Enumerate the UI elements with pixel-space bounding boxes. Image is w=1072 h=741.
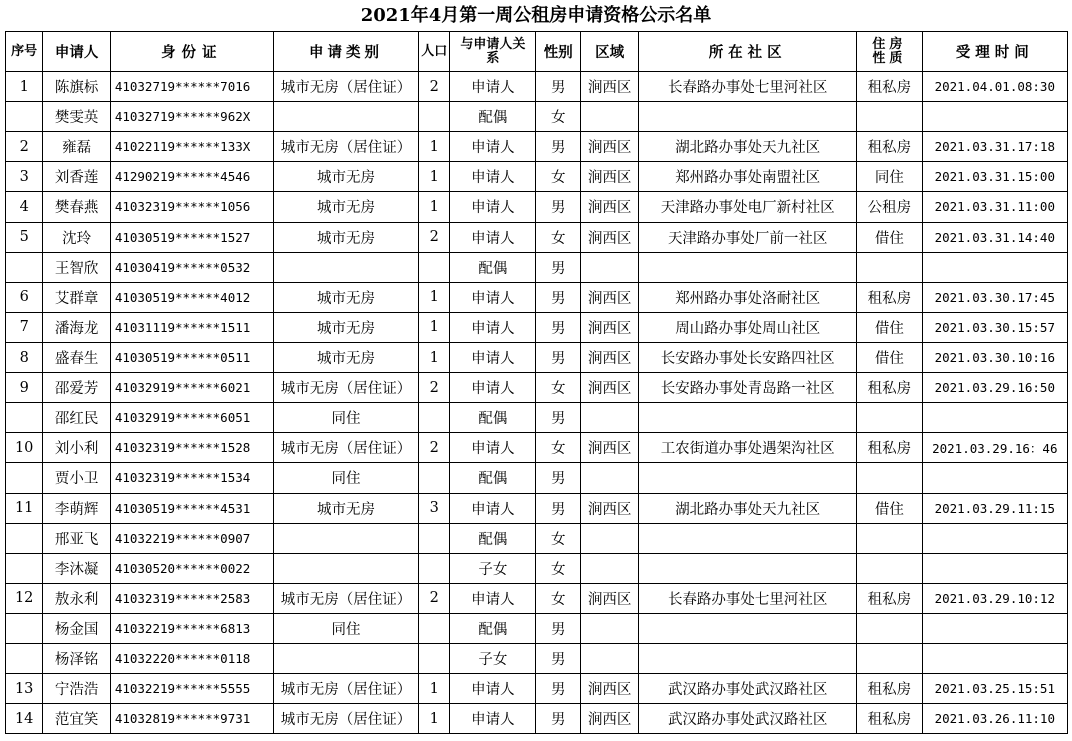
gender-cell: 女 <box>536 102 581 132</box>
applicant-name-cell: 李萌辉 <box>43 493 110 523</box>
community-cell <box>639 553 857 583</box>
applicant-name-cell: 艾群章 <box>43 282 110 312</box>
applicant-name-cell: 邢亚飞 <box>43 523 110 553</box>
gender-cell: 女 <box>536 583 581 613</box>
table-row <box>6 613 1068 643</box>
category-cell: 城市无房 <box>273 162 418 192</box>
relation-cell: 申请人 <box>450 282 536 312</box>
header-id: 身份证 <box>110 32 273 72</box>
community-cell: 工农街道办事处遇架沟社区 <box>639 433 857 463</box>
table-row <box>6 222 1068 252</box>
people-count-cell: 3 <box>419 493 450 523</box>
people-count-cell: 1 <box>419 674 450 704</box>
applicant-name-cell: 樊雯英 <box>43 102 110 132</box>
housing-cell: 租私房 <box>857 433 922 463</box>
community-cell: 长春路办事处七里河社区 <box>639 72 857 102</box>
community-cell <box>639 463 857 493</box>
table-row <box>6 493 1068 523</box>
seq-cell <box>6 553 43 583</box>
id-number-cell: 41030519******4012 <box>110 282 273 312</box>
category-cell: 城市无房 <box>273 312 418 342</box>
seq-cell: 9 <box>6 373 43 403</box>
relation-cell: 申请人 <box>450 704 536 734</box>
id-number-cell: 41030520******0022 <box>110 553 273 583</box>
time-cell: 2021.04.01.08:30 <box>922 72 1067 102</box>
people-count-cell: 2 <box>419 433 450 463</box>
category-cell <box>273 523 418 553</box>
applicant-name-cell: 范宜笑 <box>43 704 110 734</box>
table-row <box>6 704 1068 734</box>
category-cell: 城市无房（居住证） <box>273 373 418 403</box>
people-count-cell <box>419 403 450 433</box>
people-count-cell: 1 <box>419 342 450 372</box>
gender-cell: 男 <box>536 403 581 433</box>
category-cell: 城市无房（居住证） <box>273 583 418 613</box>
people-count-cell: 2 <box>419 222 450 252</box>
seq-cell <box>6 523 43 553</box>
time-cell: 2021.03.31.14:40 <box>922 222 1067 252</box>
header-applicant: 申请人 <box>43 32 110 72</box>
housing-cell: 租私房 <box>857 704 922 734</box>
housing-cell <box>857 644 922 674</box>
category-cell <box>273 102 418 132</box>
id-number-cell: 41032220******0118 <box>110 644 273 674</box>
gender-cell: 男 <box>536 312 581 342</box>
applicant-name-cell: 樊春燕 <box>43 192 110 222</box>
district-cell <box>581 403 639 433</box>
community-cell <box>639 403 857 433</box>
id-number-cell: 41032219******0907 <box>110 523 273 553</box>
category-cell: 城市无房 <box>273 493 418 523</box>
gender-cell: 女 <box>536 553 581 583</box>
district-cell: 涧西区 <box>581 433 639 463</box>
housing-cell: 借住 <box>857 342 922 372</box>
housing-cell <box>857 553 922 583</box>
category-cell: 同住 <box>273 613 418 643</box>
id-number-cell: 41032919******6021 <box>110 373 273 403</box>
housing-cell: 借住 <box>857 222 922 252</box>
relation-cell: 申请人 <box>450 72 536 102</box>
category-cell: 同住 <box>273 463 418 493</box>
district-cell <box>581 553 639 583</box>
applicant-name-cell: 贾小卫 <box>43 463 110 493</box>
seq-cell <box>6 644 43 674</box>
housing-cell <box>857 403 922 433</box>
community-cell <box>639 523 857 553</box>
table-row <box>6 674 1068 704</box>
relation-cell: 申请人 <box>450 583 536 613</box>
housing-cell <box>857 252 922 282</box>
id-number-cell: 41290219******4546 <box>110 162 273 192</box>
gender-cell: 男 <box>536 282 581 312</box>
people-count-cell: 1 <box>419 162 450 192</box>
id-number-cell: 41032219******5555 <box>110 674 273 704</box>
seq-cell <box>6 463 43 493</box>
table-row <box>6 373 1068 403</box>
time-cell <box>922 523 1067 553</box>
relation-cell: 配偶 <box>450 463 536 493</box>
table-row <box>6 192 1068 222</box>
applicant-name-cell: 宁浩浩 <box>43 674 110 704</box>
gender-cell: 男 <box>536 674 581 704</box>
seq-cell: 12 <box>6 583 43 613</box>
header-gender: 性别 <box>536 32 581 72</box>
people-count-cell <box>419 252 450 282</box>
district-cell <box>581 644 639 674</box>
applicant-name-cell: 潘海龙 <box>43 312 110 342</box>
table-row <box>6 102 1068 132</box>
seq-cell <box>6 403 43 433</box>
header-community: 所在社区 <box>639 32 857 72</box>
housing-cell: 租私房 <box>857 373 922 403</box>
time-cell <box>922 403 1067 433</box>
gender-cell: 女 <box>536 162 581 192</box>
id-number-cell: 41032319******2583 <box>110 583 273 613</box>
category-cell: 城市无房（居住证） <box>273 433 418 463</box>
people-count-cell <box>419 102 450 132</box>
applicant-name-cell: 雍磊 <box>43 132 110 162</box>
header-relation: 与申请人关系 <box>450 32 536 72</box>
housing-cell <box>857 463 922 493</box>
time-cell <box>922 553 1067 583</box>
district-cell <box>581 102 639 132</box>
time-cell: 2021.03.30.17:45 <box>922 282 1067 312</box>
applicant-name-cell: 刘小利 <box>43 433 110 463</box>
people-count-cell <box>419 613 450 643</box>
time-cell: 2021.03.29.16：46 <box>922 433 1067 463</box>
table-row <box>6 162 1068 192</box>
table-row <box>6 583 1068 613</box>
relation-cell: 申请人 <box>450 162 536 192</box>
relation-cell: 配偶 <box>450 403 536 433</box>
time-cell: 2021.03.31.15:00 <box>922 162 1067 192</box>
gender-cell: 女 <box>536 433 581 463</box>
time-cell: 2021.03.30.10:16 <box>922 342 1067 372</box>
header-people: 人口 <box>419 32 450 72</box>
gender-cell: 男 <box>536 342 581 372</box>
relation-cell: 申请人 <box>450 312 536 342</box>
relation-cell: 申请人 <box>450 493 536 523</box>
gender-cell: 男 <box>536 613 581 643</box>
time-cell: 2021.03.29.11:15 <box>922 493 1067 523</box>
district-cell: 涧西区 <box>581 192 639 222</box>
table-row <box>6 252 1068 282</box>
community-cell <box>639 252 857 282</box>
id-number-cell: 41031119******1511 <box>110 312 273 342</box>
time-cell: 2021.03.26.11:10 <box>922 704 1067 734</box>
seq-cell: 6 <box>6 282 43 312</box>
id-number-cell: 41030519******4531 <box>110 493 273 523</box>
applicant-name-cell: 王智欣 <box>43 252 110 282</box>
table-header-row <box>6 32 1068 72</box>
people-count-cell <box>419 523 450 553</box>
district-cell: 涧西区 <box>581 373 639 403</box>
district-cell: 涧西区 <box>581 312 639 342</box>
relation-cell: 申请人 <box>450 192 536 222</box>
time-cell: 2021.03.30.15:57 <box>922 312 1067 342</box>
category-cell <box>273 252 418 282</box>
people-count-cell <box>419 553 450 583</box>
community-cell: 周山路办事处周山社区 <box>639 312 857 342</box>
time-cell: 2021.03.31.17:18 <box>922 132 1067 162</box>
category-cell <box>273 644 418 674</box>
relation-cell: 配偶 <box>450 613 536 643</box>
district-cell: 涧西区 <box>581 583 639 613</box>
district-cell: 涧西区 <box>581 704 639 734</box>
gender-cell: 男 <box>536 132 581 162</box>
id-number-cell: 41032719******962X <box>110 102 273 132</box>
gender-cell: 男 <box>536 704 581 734</box>
housing-cell <box>857 613 922 643</box>
gender-cell: 男 <box>536 644 581 674</box>
table-row <box>6 403 1068 433</box>
applicant-name-cell: 杨泽铭 <box>43 644 110 674</box>
district-cell: 涧西区 <box>581 222 639 252</box>
gender-cell: 男 <box>536 493 581 523</box>
community-cell: 郑州路办事处洛耐社区 <box>639 282 857 312</box>
applicant-name-cell: 敖永利 <box>43 583 110 613</box>
id-number-cell: 41032319******1528 <box>110 433 273 463</box>
time-cell: 2021.03.31.11:00 <box>922 192 1067 222</box>
district-cell: 涧西区 <box>581 282 639 312</box>
community-cell: 长安路办事处青岛路一社区 <box>639 373 857 403</box>
gender-cell: 男 <box>536 463 581 493</box>
community-cell: 武汉路办事处武汉路社区 <box>639 704 857 734</box>
relation-cell: 申请人 <box>450 342 536 372</box>
gender-cell: 女 <box>536 523 581 553</box>
applicant-name-cell: 沈玲 <box>43 222 110 252</box>
relation-cell: 配偶 <box>450 252 536 282</box>
relation-cell: 子女 <box>450 553 536 583</box>
header-seq: 序号 <box>6 32 43 72</box>
district-cell: 涧西区 <box>581 72 639 102</box>
gender-cell: 男 <box>536 192 581 222</box>
category-cell: 城市无房（居住证） <box>273 72 418 102</box>
housing-cell: 租私房 <box>857 132 922 162</box>
seq-cell: 10 <box>6 433 43 463</box>
people-count-cell <box>419 644 450 674</box>
category-cell: 城市无房 <box>273 342 418 372</box>
applicant-name-cell: 邵红民 <box>43 403 110 433</box>
id-number-cell: 41032719******7016 <box>110 72 273 102</box>
people-count-cell: 2 <box>419 72 450 102</box>
relation-cell: 申请人 <box>450 132 536 162</box>
header-district: 区域 <box>581 32 639 72</box>
community-cell: 湖北路办事处天九社区 <box>639 132 857 162</box>
category-cell: 同住 <box>273 403 418 433</box>
people-count-cell: 1 <box>419 132 450 162</box>
time-cell <box>922 102 1067 132</box>
seq-cell: 4 <box>6 192 43 222</box>
district-cell: 涧西区 <box>581 674 639 704</box>
community-cell <box>639 644 857 674</box>
seq-cell: 7 <box>6 312 43 342</box>
community-cell: 武汉路办事处武汉路社区 <box>639 674 857 704</box>
header-category: 申请类别 <box>273 32 418 72</box>
seq-cell: 5 <box>6 222 43 252</box>
category-cell: 城市无房 <box>273 282 418 312</box>
table-row <box>6 132 1068 162</box>
gender-cell: 男 <box>536 252 581 282</box>
seq-cell <box>6 252 43 282</box>
time-cell <box>922 463 1067 493</box>
id-number-cell: 41032819******9731 <box>110 704 273 734</box>
gender-cell: 女 <box>536 222 581 252</box>
community-cell: 长春路办事处七里河社区 <box>639 583 857 613</box>
district-cell <box>581 523 639 553</box>
community-cell: 天津路办事处厂前一社区 <box>639 222 857 252</box>
table-row <box>6 644 1068 674</box>
people-count-cell: 1 <box>419 192 450 222</box>
relation-cell: 配偶 <box>450 102 536 132</box>
community-cell <box>639 613 857 643</box>
header-time: 受理时间 <box>922 32 1067 72</box>
people-count-cell: 1 <box>419 282 450 312</box>
applicant-table <box>5 31 1068 734</box>
housing-cell: 借住 <box>857 493 922 523</box>
seq-cell: 1 <box>6 72 43 102</box>
district-cell <box>581 463 639 493</box>
category-cell: 城市无房（居住证） <box>273 704 418 734</box>
header-housing: 住房性质 <box>857 32 922 72</box>
table-row <box>6 342 1068 372</box>
community-cell: 长安路办事处长安路四社区 <box>639 342 857 372</box>
table-row <box>6 312 1068 342</box>
gender-cell: 女 <box>536 373 581 403</box>
table-row <box>6 72 1068 102</box>
seq-cell <box>6 102 43 132</box>
table-row <box>6 282 1068 312</box>
applicant-name-cell: 刘香莲 <box>43 162 110 192</box>
seq-cell: 13 <box>6 674 43 704</box>
relation-cell: 申请人 <box>450 433 536 463</box>
housing-cell: 同住 <box>857 162 922 192</box>
district-cell: 涧西区 <box>581 132 639 162</box>
people-count-cell: 1 <box>419 704 450 734</box>
id-number-cell: 41032319******1056 <box>110 192 273 222</box>
people-count-cell: 2 <box>419 373 450 403</box>
id-number-cell: 41022119******133X <box>110 132 273 162</box>
table-row <box>6 463 1068 493</box>
id-number-cell: 41030419******0532 <box>110 252 273 282</box>
seq-cell: 2 <box>6 132 43 162</box>
applicant-name-cell: 杨金国 <box>43 613 110 643</box>
housing-cell <box>857 102 922 132</box>
relation-cell: 申请人 <box>450 373 536 403</box>
category-cell: 城市无房（居住证） <box>273 674 418 704</box>
community-cell <box>639 102 857 132</box>
housing-cell: 租私房 <box>857 282 922 312</box>
id-number-cell: 41032219******6813 <box>110 613 273 643</box>
seq-cell: 14 <box>6 704 43 734</box>
id-number-cell: 41032919******6051 <box>110 403 273 433</box>
people-count-cell: 1 <box>419 312 450 342</box>
housing-cell <box>857 523 922 553</box>
relation-cell: 申请人 <box>450 222 536 252</box>
relation-cell: 子女 <box>450 644 536 674</box>
housing-cell: 公租房 <box>857 192 922 222</box>
community-cell: 郑州路办事处南盟社区 <box>639 162 857 192</box>
time-cell <box>922 613 1067 643</box>
seq-cell <box>6 613 43 643</box>
housing-cell: 借住 <box>857 312 922 342</box>
district-cell <box>581 613 639 643</box>
time-cell: 2021.03.25.15:51 <box>922 674 1067 704</box>
applicant-name-cell: 陈旗标 <box>43 72 110 102</box>
seq-cell: 3 <box>6 162 43 192</box>
housing-cell: 租私房 <box>857 583 922 613</box>
district-cell: 涧西区 <box>581 162 639 192</box>
time-cell: 2021.03.29.16:50 <box>922 373 1067 403</box>
table-row <box>6 433 1068 463</box>
time-cell <box>922 252 1067 282</box>
category-cell: 城市无房（居住证） <box>273 132 418 162</box>
people-count-cell <box>419 463 450 493</box>
table-row <box>6 553 1068 583</box>
housing-cell: 租私房 <box>857 72 922 102</box>
seq-cell: 11 <box>6 493 43 523</box>
relation-cell: 申请人 <box>450 674 536 704</box>
time-cell <box>922 644 1067 674</box>
community-cell: 天津路办事处电厂新村社区 <box>639 192 857 222</box>
time-cell: 2021.03.29.10:12 <box>922 583 1067 613</box>
gender-cell: 男 <box>536 72 581 102</box>
district-cell: 涧西区 <box>581 493 639 523</box>
seq-cell: 8 <box>6 342 43 372</box>
housing-cell: 租私房 <box>857 674 922 704</box>
id-number-cell: 41032319******1534 <box>110 463 273 493</box>
id-number-cell: 41030519******1527 <box>110 222 273 252</box>
relation-cell: 配偶 <box>450 523 536 553</box>
community-cell: 湖北路办事处天九社区 <box>639 493 857 523</box>
category-cell: 城市无房 <box>273 222 418 252</box>
district-cell: 涧西区 <box>581 342 639 372</box>
district-cell <box>581 252 639 282</box>
page-title: 2021年4月第一周公租房申请资格公示名单 <box>360 5 712 26</box>
category-cell <box>273 553 418 583</box>
category-cell: 城市无房 <box>273 192 418 222</box>
applicant-name-cell: 李沐凝 <box>43 553 110 583</box>
table-row <box>6 523 1068 553</box>
applicant-name-cell: 邵爱芳 <box>43 373 110 403</box>
applicant-name-cell: 盛春生 <box>43 342 110 372</box>
people-count-cell: 2 <box>419 583 450 613</box>
id-number-cell: 41030519******0511 <box>110 342 273 372</box>
